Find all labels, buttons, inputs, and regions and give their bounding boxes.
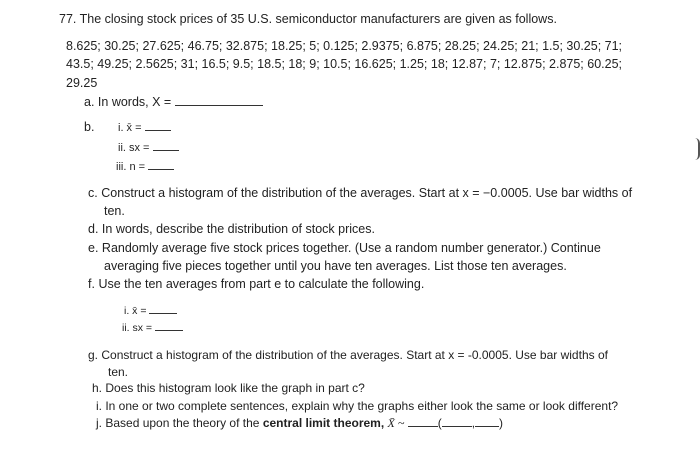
part-e-line1 bbox=[88, 240, 601, 256]
part-e-text2: averaging five pieces together until you have ten averages. List those ten averages. bbox=[104, 259, 567, 273]
part-b-i bbox=[118, 119, 171, 136]
data-line-3: 29.25 bbox=[66, 76, 98, 90]
data-line-2: 43.5; 49.25; 2.5625; 31; 16.5; 9.5; 18.5; 18; 9; 10.5; 16.625; 1.25; 18; 12.87; 7; 12.875; 2.875; 60.25; bbox=[66, 57, 623, 71]
part-j-paren-close: ) bbox=[499, 416, 504, 430]
part-e-text1: Randomly average five stock prices together. (Use a random number generator.) Continue bbox=[101, 241, 601, 255]
part-i-label: i. bbox=[96, 399, 102, 413]
problem-intro: The closing stock prices of 35 U.S. semiconductor manufacturers are given as follows. bbox=[79, 12, 557, 26]
part-b-iii-text: iii. n = bbox=[116, 161, 146, 173]
part-c-label: c. bbox=[88, 186, 98, 200]
part-c-line1 bbox=[88, 185, 632, 201]
scroll-edge-indicator bbox=[695, 138, 700, 160]
part-f-ii-blank[interactable] bbox=[155, 319, 183, 331]
part-j bbox=[96, 415, 503, 431]
part-i-text: In one or two complete sentences, explain why the graphs either look the same or look different? bbox=[105, 399, 619, 413]
part-g-label: g. bbox=[88, 348, 99, 362]
part-h-text: Does this histogram look like the graph in part c? bbox=[105, 381, 365, 395]
part-g-text1: Construct a histogram of the distribution of the averages. Start at x = -0.0005. Use bar widths of bbox=[101, 348, 608, 362]
part-j-paren-open: ( bbox=[437, 416, 442, 430]
part-c-text2: ten. bbox=[104, 204, 125, 218]
part-h bbox=[92, 380, 365, 396]
part-g-text2: ten. bbox=[108, 365, 129, 379]
part-g-line1 bbox=[88, 347, 608, 363]
part-b-iii-blank[interactable] bbox=[148, 158, 174, 170]
data-line-1: 8.625; 30.25; 27.625; 46.75; 32.875; 18.25; 5; 0.125; 2.9375; 6.875; 28.25; 24.25; 21; 1.5; 30.25; 71; bbox=[66, 39, 623, 53]
part-b-ii-text: ii. sx = bbox=[118, 142, 150, 154]
part-b-iii bbox=[116, 158, 174, 175]
part-a-label: a. bbox=[84, 95, 95, 109]
problem-number: 77. bbox=[59, 12, 77, 26]
part-d-text: In words, describe the distribution of stock prices. bbox=[101, 222, 375, 236]
part-j-label: j. bbox=[96, 416, 102, 430]
part-f-ii-text: ii. sx = bbox=[122, 322, 153, 334]
problem-heading bbox=[59, 11, 557, 27]
part-j-text-pre: Based upon the theory of the bbox=[105, 416, 260, 430]
part-c-text1: Construct a histogram of the distribution of the averages. Start at x = −0.0005. Use bar widths of bbox=[101, 186, 633, 200]
part-f-i-text: i. x̄ = bbox=[124, 305, 147, 317]
part-d bbox=[88, 221, 375, 237]
part-j-mean-blank[interactable] bbox=[442, 415, 472, 427]
part-b-i-blank[interactable] bbox=[145, 119, 171, 131]
part-f-i bbox=[124, 302, 177, 319]
part-b-i-text: i. x̄ = bbox=[118, 122, 142, 134]
part-a-answer-blank[interactable] bbox=[175, 94, 263, 106]
part-f-text: Use the ten averages from part e to calculate the following. bbox=[98, 277, 425, 291]
part-i bbox=[96, 398, 618, 414]
part-a-text: In words, X = bbox=[97, 95, 172, 109]
part-f-label: f. bbox=[88, 277, 95, 291]
part-a bbox=[84, 94, 263, 110]
part-b-ii-blank[interactable] bbox=[153, 139, 179, 151]
part-j-distribution-blank[interactable] bbox=[408, 415, 438, 427]
part-j-sd-blank[interactable] bbox=[475, 415, 499, 427]
part-j-text-bold: central limit theorem, bbox=[262, 416, 385, 430]
part-f bbox=[88, 276, 424, 292]
part-h-label: h. bbox=[92, 381, 103, 395]
part-b-label: b. bbox=[84, 120, 95, 134]
part-d-label: d. bbox=[88, 222, 99, 236]
part-e-label: e. bbox=[88, 241, 99, 255]
part-b-ii bbox=[118, 139, 179, 156]
part-j-xbar-symbol: X̄ ~ bbox=[387, 416, 405, 430]
part-f-i-blank[interactable] bbox=[149, 302, 177, 314]
part-f-ii bbox=[122, 319, 183, 336]
part-j-comma: , bbox=[471, 416, 476, 430]
